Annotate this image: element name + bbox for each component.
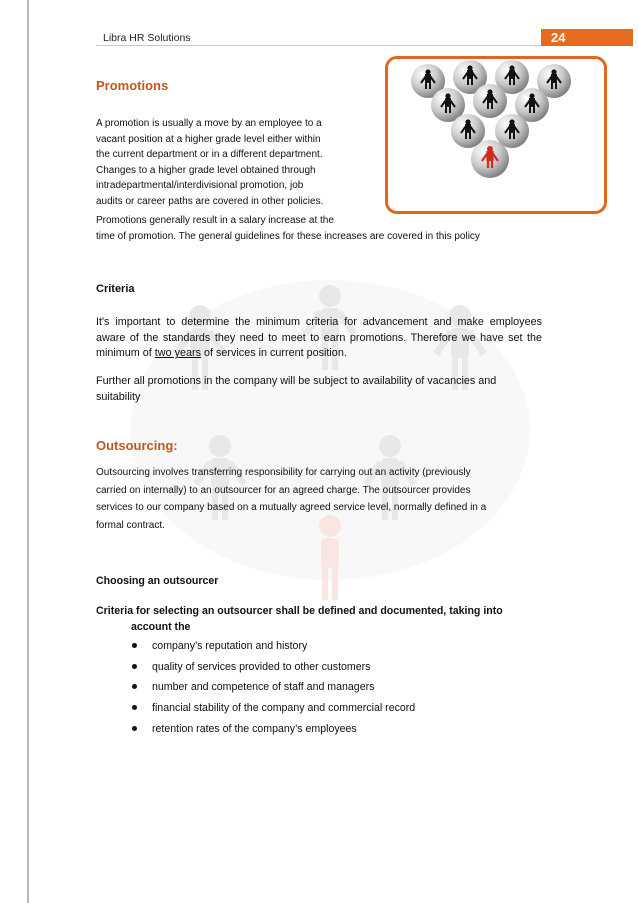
selection-criteria-line-1: Criteria for selecting an outsourcer shall be defined and documented, taking into	[96, 605, 503, 617]
header-company-name: Libra HR Solutions	[103, 32, 191, 44]
bullet-icon	[132, 705, 137, 710]
bullet-icon	[132, 726, 137, 731]
criteria-heading: Criteria	[96, 283, 135, 295]
selection-criteria-list	[130, 639, 415, 742]
list-item-text: quality of services provided to other customers	[152, 660, 371, 673]
criteria-paragraph-2: Further all promotions in the company will be subject to availability of vacancies and suitability	[96, 375, 497, 403]
outsourcing-heading: Outsourcing:	[96, 438, 178, 453]
promotions-line: time of promotion. The general guidelines for these increases are covered in this policy	[96, 230, 480, 242]
promotions-line: intradepartmental/interdivisional promotion, job	[96, 180, 304, 192]
promotions-heading: Promotions	[96, 78, 169, 93]
criteria-underlined-term: two years	[154, 347, 201, 360]
list-item	[130, 701, 415, 722]
choosing-heading: Choosing an outsourcer	[96, 575, 219, 587]
promotions-line: vacant position at a higher grade level either within	[96, 133, 321, 145]
bullet-icon	[132, 664, 137, 669]
outsourcing-line: carried on internally) to an outsourcer for an agreed charge. The outsourcer provides	[96, 484, 471, 496]
bullet-icon	[132, 643, 137, 648]
list-item-text: company’s reputation and history	[152, 640, 308, 652]
list-item	[130, 722, 415, 743]
outsourcing-paragraph	[96, 464, 546, 534]
list-item-text: financial stability of the company and commercial record	[152, 702, 416, 715]
outsourcing-line: formal contract.	[96, 519, 165, 531]
list-item	[130, 660, 415, 681]
list-item	[130, 680, 415, 701]
chess-pawns-people-icon	[388, 59, 598, 205]
list-item-text: retention rates of the company’s employees	[152, 722, 357, 735]
criteria-text-end: of services in current position.	[201, 347, 347, 360]
header-divider	[96, 45, 541, 46]
bullet-icon	[132, 684, 137, 689]
outsourcing-line: services to our company based on a mutually agreed service level, normally defined in a	[96, 502, 487, 513]
promotions-line: A promotion is usually a move by an employee to a	[96, 118, 322, 129]
list-item-text: number and competence of staff and managers	[152, 681, 375, 694]
criteria-paragraph-1	[96, 315, 542, 362]
selection-criteria-line-2: account the	[131, 621, 191, 633]
criteria-text: It's important to determine the minimum criteria for advancement and make employees aware of the standards they need to meet to earn promotions. Therefore we have set the minimum of	[96, 316, 542, 360]
promotions-line: Promotions generally result in a salary increase at the	[96, 215, 334, 226]
left-margin-rule	[27, 0, 29, 903]
promotions-paragraph-2	[96, 213, 546, 244]
promotions-line: the current department or in a different department.	[96, 149, 323, 161]
promotions-paragraph-1	[96, 116, 364, 210]
page-number-badge: 24	[541, 29, 633, 46]
outsourcing-line: Outsourcing involves transferring responsibility for carrying out an activity (previously	[96, 467, 471, 478]
list-item	[130, 639, 415, 660]
pawns-image-frame	[385, 56, 607, 214]
promotions-line: audits or career paths are covered in other policies.	[96, 195, 324, 207]
promotions-line: Changes to a higher grade level obtained through	[96, 164, 316, 176]
